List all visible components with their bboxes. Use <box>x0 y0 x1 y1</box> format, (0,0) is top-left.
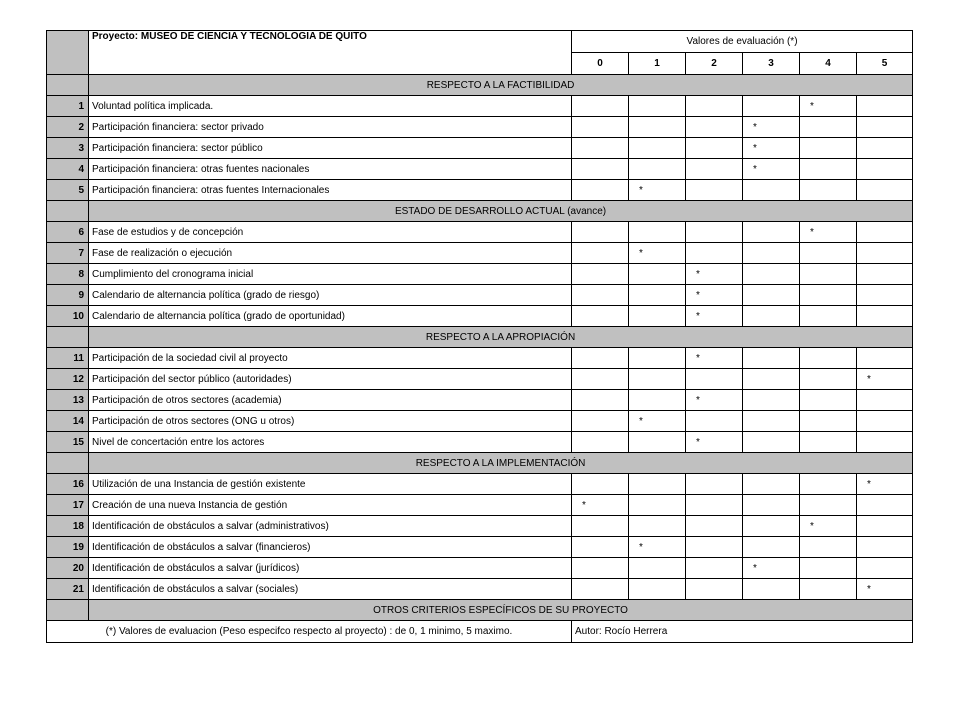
score-cell-4 <box>800 474 857 495</box>
score-cell-0 <box>572 264 629 285</box>
score-cell-5 <box>857 285 913 306</box>
score-cell-0 <box>572 117 629 138</box>
score-cell-5 <box>857 432 913 453</box>
score-cell-1 <box>629 138 686 159</box>
score-cell-0 <box>572 516 629 537</box>
criterion-label: Nivel de concertación entre los actores <box>89 432 572 453</box>
criterion-label: Participación financiera: otras fuentes Internacionales <box>89 180 572 201</box>
score-cell-2 <box>686 495 743 516</box>
criterion-number: 5 <box>47 180 89 201</box>
scale-header-0: 0 <box>572 53 629 75</box>
criterion-number: 3 <box>47 138 89 159</box>
score-mark: * <box>572 495 629 516</box>
score-cell-5 <box>857 96 913 117</box>
footer-author: Autor: Rocío Herrera <box>572 621 913 643</box>
score-cell-4 <box>800 537 857 558</box>
score-mark: * <box>686 390 743 411</box>
score-mark: * <box>686 348 743 369</box>
score-mark: * <box>629 243 686 264</box>
score-cell-1 <box>629 390 686 411</box>
criterion-row <box>47 180 913 201</box>
score-cell-0 <box>572 411 629 432</box>
score-cell-2 <box>686 537 743 558</box>
score-cell-4 <box>800 138 857 159</box>
section-number-cell <box>47 453 89 474</box>
evaluation-table <box>46 30 913 643</box>
criterion-row <box>47 264 913 285</box>
score-mark: * <box>629 180 686 201</box>
score-mark: * <box>857 474 913 495</box>
score-cell-2 <box>686 96 743 117</box>
criterion-label: Identificación de obstáculos a salvar (administrativos) <box>89 516 572 537</box>
score-cell-4 <box>800 390 857 411</box>
criterion-row <box>47 243 913 264</box>
section-title: OTROS CRITERIOS ESPECÍFICOS DE SU PROYECTO <box>89 600 913 621</box>
score-cell-1 <box>629 159 686 180</box>
score-cell-3 <box>743 369 800 390</box>
corner-cell <box>47 31 89 75</box>
score-cell-3 <box>743 243 800 264</box>
score-cell-3 <box>743 348 800 369</box>
criterion-row <box>47 537 913 558</box>
score-cell-1 <box>629 96 686 117</box>
criterion-label: Fase de realización o ejecución <box>89 243 572 264</box>
score-cell-5 <box>857 159 913 180</box>
score-cell-1 <box>629 117 686 138</box>
score-cell-0 <box>572 243 629 264</box>
criterion-number: 7 <box>47 243 89 264</box>
score-cell-3 <box>743 516 800 537</box>
score-cell-1 <box>629 432 686 453</box>
criterion-row <box>47 558 913 579</box>
criterion-label: Cumplimiento del cronograma inicial <box>89 264 572 285</box>
criterion-label: Identificación de obstáculos a salvar (financieros) <box>89 537 572 558</box>
criterion-number: 10 <box>47 306 89 327</box>
criterion-number: 4 <box>47 159 89 180</box>
score-cell-4 <box>800 348 857 369</box>
criterion-number: 13 <box>47 390 89 411</box>
score-cell-1 <box>629 264 686 285</box>
criterion-label: Participación de otros sectores (academia) <box>89 390 572 411</box>
criterion-label: Calendario de alternancia política (grado de riesgo) <box>89 285 572 306</box>
score-cell-2 <box>686 579 743 600</box>
score-cell-0 <box>572 369 629 390</box>
score-cell-0 <box>572 579 629 600</box>
criterion-number: 6 <box>47 222 89 243</box>
score-mark: * <box>629 537 686 558</box>
score-cell-1 <box>629 285 686 306</box>
score-cell-1 <box>629 516 686 537</box>
criterion-number: 8 <box>47 264 89 285</box>
score-cell-3 <box>743 537 800 558</box>
criterion-number: 16 <box>47 474 89 495</box>
score-mark: * <box>743 159 800 180</box>
score-cell-0 <box>572 285 629 306</box>
score-cell-2 <box>686 138 743 159</box>
criterion-label: Participación financiera: otras fuentes nacionales <box>89 159 572 180</box>
criterion-number: 11 <box>47 348 89 369</box>
score-cell-0 <box>572 390 629 411</box>
score-cell-5 <box>857 138 913 159</box>
score-cell-3 <box>743 579 800 600</box>
score-cell-0 <box>572 180 629 201</box>
section-title: RESPECTO A LA FACTIBILIDAD <box>89 75 913 96</box>
criterion-row <box>47 390 913 411</box>
score-cell-2 <box>686 117 743 138</box>
score-cell-1 <box>629 369 686 390</box>
score-mark: * <box>743 138 800 159</box>
score-cell-3 <box>743 411 800 432</box>
score-cell-5 <box>857 243 913 264</box>
criterion-number: 15 <box>47 432 89 453</box>
score-cell-3 <box>743 222 800 243</box>
score-mark: * <box>686 432 743 453</box>
score-cell-1 <box>629 474 686 495</box>
score-cell-1 <box>629 222 686 243</box>
score-cell-3 <box>743 180 800 201</box>
score-cell-4 <box>800 159 857 180</box>
criterion-row <box>47 369 913 390</box>
score-cell-2 <box>686 516 743 537</box>
score-cell-3 <box>743 390 800 411</box>
score-cell-3 <box>743 306 800 327</box>
score-cell-2 <box>686 180 743 201</box>
score-cell-0 <box>572 306 629 327</box>
footer-note: (*) Valores de evaluacion (Peso especifco respecto al proyecto) : de 0, 1 minimo, 5 maximo. <box>47 621 572 643</box>
criterion-row <box>47 222 913 243</box>
criterion-label: Participación financiera: sector público <box>89 138 572 159</box>
criterion-row <box>47 474 913 495</box>
criterion-number: 14 <box>47 411 89 432</box>
scale-header-1: 1 <box>629 53 686 75</box>
score-cell-4 <box>800 306 857 327</box>
score-mark: * <box>743 558 800 579</box>
criterion-row <box>47 411 913 432</box>
score-cell-0 <box>572 96 629 117</box>
criterion-number: 9 <box>47 285 89 306</box>
score-cell-1 <box>629 348 686 369</box>
criterion-label: Creación de una nueva Instancia de gestión <box>89 495 572 516</box>
score-cell-2 <box>686 474 743 495</box>
criterion-row <box>47 516 913 537</box>
score-cell-5 <box>857 516 913 537</box>
score-cell-5 <box>857 264 913 285</box>
score-cell-2 <box>686 159 743 180</box>
score-cell-4 <box>800 264 857 285</box>
score-cell-4 <box>800 285 857 306</box>
score-cell-3 <box>743 264 800 285</box>
criterion-label: Participación de otros sectores (ONG u otros) <box>89 411 572 432</box>
score-cell-5 <box>857 180 913 201</box>
criterion-label: Utilización de una Instancia de gestión existente <box>89 474 572 495</box>
score-mark: * <box>686 285 743 306</box>
section-title: RESPECTO A LA APROPIACIÓN <box>89 327 913 348</box>
score-cell-5 <box>857 495 913 516</box>
score-cell-3 <box>743 474 800 495</box>
section-row <box>47 201 913 222</box>
score-cell-5 <box>857 306 913 327</box>
score-cell-5 <box>857 390 913 411</box>
project-title: Proyecto: MUSEO DE CIENCIA Y TECNOLOGIA DE QUITO <box>89 31 572 75</box>
score-cell-2 <box>686 369 743 390</box>
score-cell-0 <box>572 138 629 159</box>
scale-header-3: 3 <box>743 53 800 75</box>
score-cell-3 <box>743 432 800 453</box>
section-row <box>47 75 913 96</box>
score-cell-4 <box>800 369 857 390</box>
score-cell-4 <box>800 558 857 579</box>
score-cell-0 <box>572 558 629 579</box>
score-cell-5 <box>857 558 913 579</box>
score-cell-2 <box>686 222 743 243</box>
score-cell-4 <box>800 495 857 516</box>
scale-header-5: 5 <box>857 53 913 75</box>
criterion-label: Participación financiera: sector privado <box>89 117 572 138</box>
score-cell-3 <box>743 495 800 516</box>
score-cell-2 <box>686 243 743 264</box>
section-title: ESTADO DE DESARROLLO ACTUAL (avance) <box>89 201 913 222</box>
score-cell-0 <box>572 222 629 243</box>
section-title: RESPECTO A LA IMPLEMENTACIÓN <box>89 453 913 474</box>
score-cell-5 <box>857 537 913 558</box>
score-cell-4 <box>800 180 857 201</box>
score-cell-5 <box>857 117 913 138</box>
score-cell-2 <box>686 411 743 432</box>
scale-header-2: 2 <box>686 53 743 75</box>
score-cell-1 <box>629 579 686 600</box>
values-title: Valores de evaluación (*) <box>572 31 913 53</box>
criterion-number: 17 <box>47 495 89 516</box>
score-mark: * <box>800 96 857 117</box>
criterion-number: 12 <box>47 369 89 390</box>
score-cell-1 <box>629 495 686 516</box>
score-cell-0 <box>572 348 629 369</box>
score-cell-0 <box>572 432 629 453</box>
score-cell-5 <box>857 222 913 243</box>
score-cell-5 <box>857 411 913 432</box>
criterion-row <box>47 96 913 117</box>
criterion-label: Calendario de alternancia política (grado de oportunidad) <box>89 306 572 327</box>
criterion-row <box>47 138 913 159</box>
criterion-label: Identificación de obstáculos a salvar (jurídicos) <box>89 558 572 579</box>
section-row <box>47 327 913 348</box>
criterion-number: 1 <box>47 96 89 117</box>
criterion-row <box>47 306 913 327</box>
score-mark: * <box>686 264 743 285</box>
criterion-number: 18 <box>47 516 89 537</box>
criterion-row <box>47 117 913 138</box>
criterion-number: 20 <box>47 558 89 579</box>
score-cell-4 <box>800 579 857 600</box>
criterion-row <box>47 579 913 600</box>
score-mark: * <box>686 306 743 327</box>
criterion-number: 2 <box>47 117 89 138</box>
section-row <box>47 600 913 621</box>
score-cell-4 <box>800 117 857 138</box>
criterion-number: 21 <box>47 579 89 600</box>
score-cell-0 <box>572 159 629 180</box>
section-number-cell <box>47 201 89 222</box>
section-number-cell <box>47 75 89 96</box>
score-cell-3 <box>743 96 800 117</box>
criterion-label: Participación del sector público (autoridades) <box>89 369 572 390</box>
score-cell-4 <box>800 411 857 432</box>
section-row <box>47 453 913 474</box>
score-cell-0 <box>572 537 629 558</box>
score-cell-4 <box>800 243 857 264</box>
score-mark: * <box>800 222 857 243</box>
table-body <box>47 31 913 643</box>
score-cell-3 <box>743 285 800 306</box>
criterion-row <box>47 432 913 453</box>
footer-row <box>47 621 913 643</box>
score-cell-1 <box>629 558 686 579</box>
score-cell-1 <box>629 306 686 327</box>
score-mark: * <box>857 369 913 390</box>
score-mark: * <box>743 117 800 138</box>
criterion-label: Identificación de obstáculos a salvar (sociales) <box>89 579 572 600</box>
score-cell-4 <box>800 432 857 453</box>
criterion-row <box>47 159 913 180</box>
criterion-label: Fase de estudios y de concepción <box>89 222 572 243</box>
criterion-row <box>47 348 913 369</box>
criterion-row <box>47 285 913 306</box>
header-row <box>47 31 913 53</box>
score-mark: * <box>800 516 857 537</box>
criterion-label: Voluntad política implicada. <box>89 96 572 117</box>
section-number-cell <box>47 600 89 621</box>
score-mark: * <box>629 411 686 432</box>
criterion-label: Participación de la sociedad civil al proyecto <box>89 348 572 369</box>
score-cell-5 <box>857 348 913 369</box>
score-cell-2 <box>686 558 743 579</box>
criterion-number: 19 <box>47 537 89 558</box>
section-number-cell <box>47 327 89 348</box>
criterion-row <box>47 495 913 516</box>
score-cell-0 <box>572 474 629 495</box>
score-mark: * <box>857 579 913 600</box>
scale-header-4: 4 <box>800 53 857 75</box>
